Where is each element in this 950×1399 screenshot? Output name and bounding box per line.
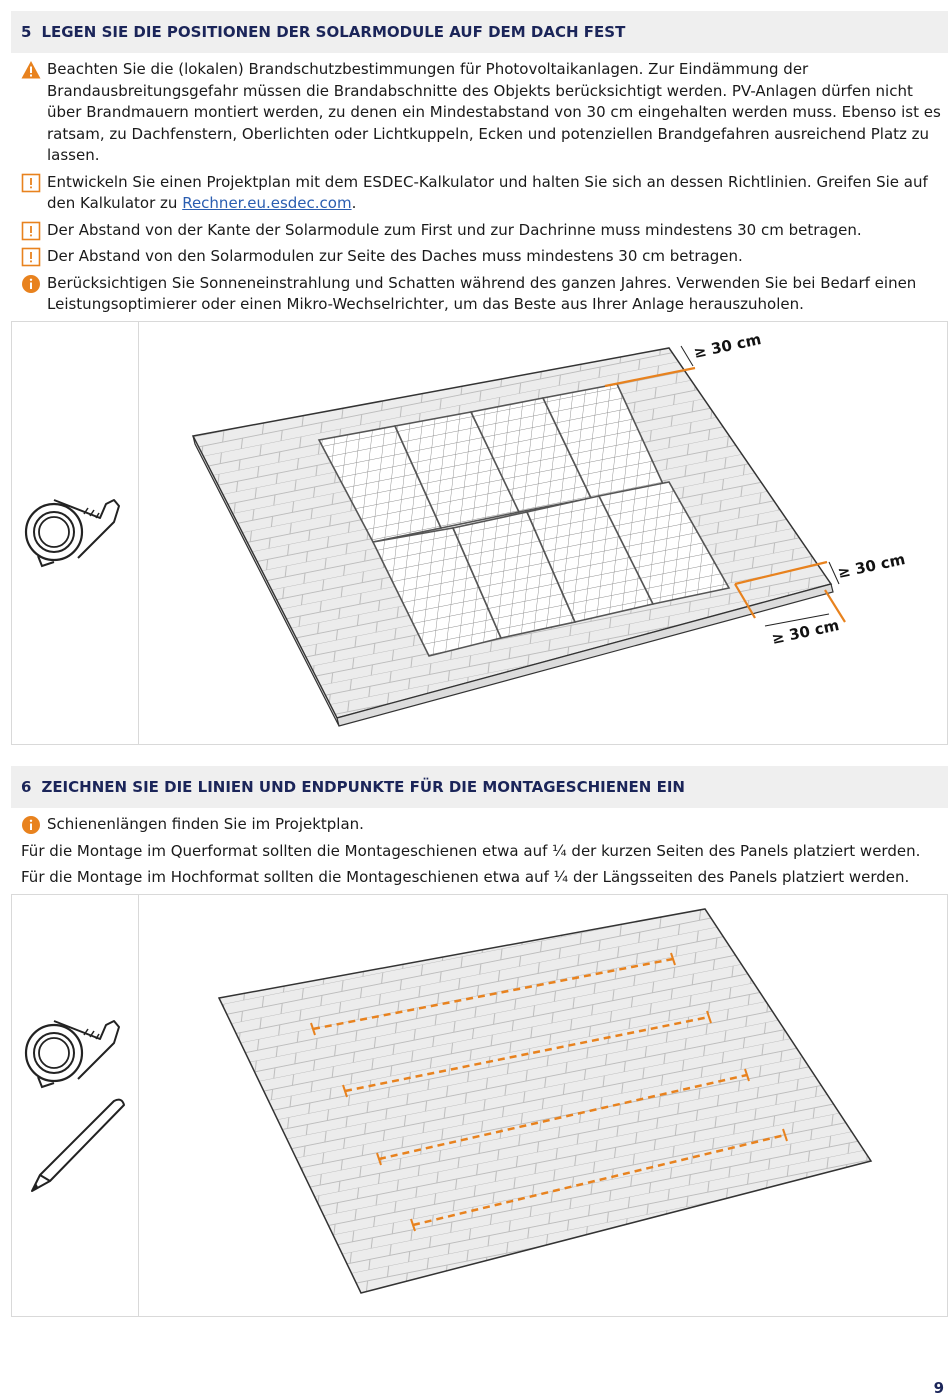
section-5-notes [11, 53, 948, 316]
note-text: Schienenlängen finden Sie im Projektplan. [47, 815, 364, 833]
tape-measure-icon [24, 1013, 128, 1093]
dimension-label-side: ≥ 30 cm [836, 550, 907, 582]
roof-panel-diagram [139, 322, 947, 744]
section-6-notes [11, 808, 948, 889]
note-ridge-gutter-distance [11, 220, 948, 242]
note-project-plan [11, 172, 948, 215]
exclamation-box-icon [21, 221, 41, 241]
section-title: LEGEN SIE DIE POSITIONEN DER SOLARMODULE AUF DEM DACH FEST [41, 23, 626, 41]
exclamation-box-icon [21, 247, 41, 267]
rail-marking-diagram [139, 895, 947, 1317]
note-text: Beachten Sie die (lokalen) Brandschutzbestimmungen für Photovoltaikanlagen. Zur Eindämmung der Brandausbreitungsgefahr müssen die Brandabschnitte des Objekts berücksichtigt werden. PV-Anlagen dürfen nicht über Brandmauern montiert werden, zu denen ein Mindestabstand von 30 cm eingehalten werden muss. Ebenso ist es ratsam, zu Dachfenstern, Oberlichten oder Lichtkuppeln, Ecken und potenziellen Brandgefahren ausreichend Platz zu lassen. [47, 60, 941, 164]
note-text-end: . [351, 194, 357, 212]
section-title: ZEICHNEN SIE DIE LINIEN UND ENDPUNKTE FÜR DIE MONTAGESCHIENEN EIN [41, 778, 685, 796]
note-text: Der Abstand von der Kante der Solarmodule zum First und zur Dachrinne muss mindestens 30 cm betragen. [47, 220, 862, 239]
note-text: Für die Montage im Hochformat sollten die Montageschienen etwa auf ¼ der Längsseiten des Panels platziert werden. [21, 868, 910, 886]
note-side-distance [11, 246, 948, 268]
note-fire-safety [11, 59, 948, 167]
dimension-label-top: ≥ 30 cm [692, 330, 763, 362]
section-5 [11, 11, 948, 321]
exclamation-box-icon [21, 173, 41, 193]
note-text: Der Abstand von den Solarmodulen zur Seite des Daches muss mindestens 30 cm betragen. [47, 247, 743, 265]
note-sun-shade [11, 273, 948, 316]
note-text: Für die Montage im Querformat sollten die Montageschienen etwa auf ¼ der kurzen Seiten des Panels platziert werden. [21, 841, 921, 860]
pencil-icon [24, 1095, 128, 1199]
section-number: 6 [21, 778, 32, 796]
note-landscape [11, 841, 948, 863]
section-6-illustration-panel [11, 894, 948, 1317]
warning-triangle-icon [21, 60, 41, 80]
dimension-label-bottom: ≥ 30 cm [770, 616, 841, 648]
note-portrait [11, 867, 948, 889]
note-text: Berücksichtigen Sie Sonneneinstrahlung und Schatten während des ganzen Jahres. Verwenden Sie bei Bedarf einen Leistungsoptimierer oder einen Mikro-Wechselrichter, um das Beste aus Ihrer Anlage herauszuholen. [47, 273, 917, 313]
info-circle-icon [21, 274, 41, 294]
note-text-wrapper [47, 172, 948, 215]
section-6 [11, 766, 948, 894]
info-circle-icon [21, 815, 41, 835]
page-number: 9 [933, 1379, 944, 1397]
section-number: 5 [21, 23, 32, 41]
roof-surface [219, 909, 871, 1293]
section-5-header [11, 11, 948, 53]
note-rail-length [11, 814, 948, 836]
note-text: Entwickeln Sie einen Projektplan mit dem ESDEC-Kalkulator und halten Sie sich an dessen Richtlinien. Greifen Sie auf den Kalkulator zu [47, 172, 928, 212]
tape-measure-icon [24, 492, 128, 572]
section-6-header [11, 766, 948, 808]
calculator-link[interactable]: Rechner.eu.esdec.com [182, 194, 352, 212]
section-5-illustration-panel [11, 321, 948, 745]
